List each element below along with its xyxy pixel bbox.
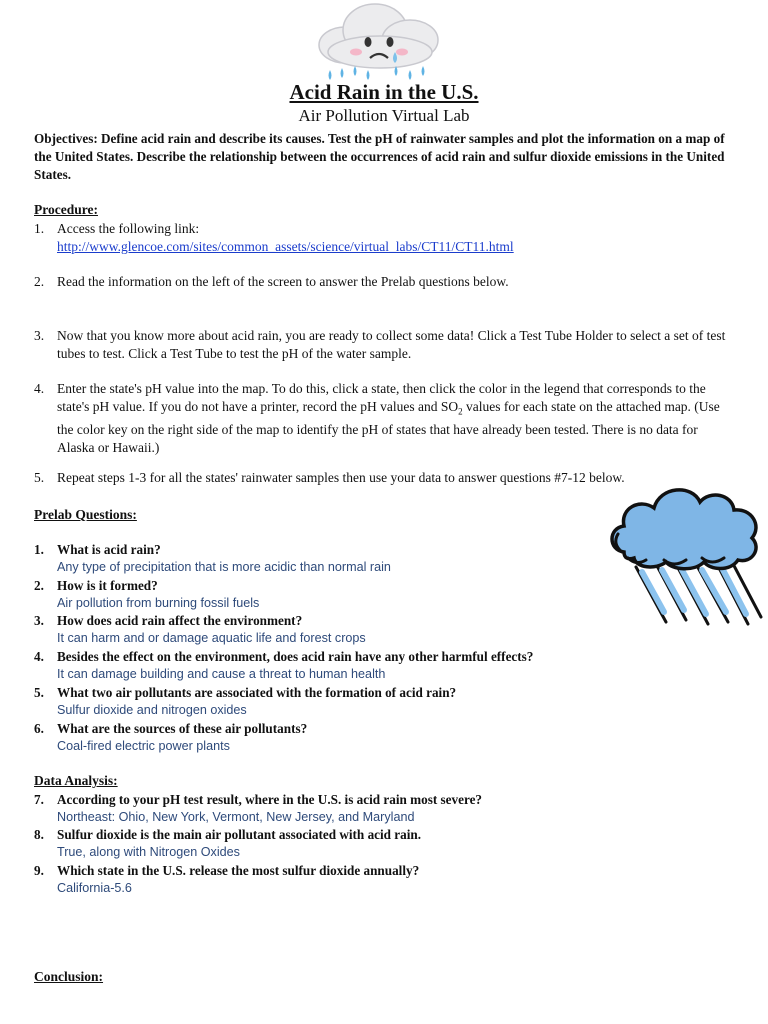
question-text: Which state in the U.S. release the most sulfur dioxide annually?: [57, 863, 420, 878]
question-text: Besides the effect on the environment, does acid rain have any other harmful effects?: [57, 649, 534, 664]
procedure-step-4: [34, 380, 734, 457]
step-text: Read the information on the left of the screen to answer the Prelab questions below.: [57, 274, 509, 289]
answer-text: Coal-fired electric power plants: [57, 738, 230, 753]
step-number: 2.: [34, 274, 45, 289]
prelab-question-4: 4. Besides the effect on the environment, does acid rain have any other harmful effects? It can damage building and cause a threat to human health: [34, 648, 654, 684]
step-number: 5.: [34, 470, 45, 485]
answer-text: It can damage building and cause a threat to human health: [57, 666, 386, 681]
step-text: Repeat steps 1-3 for all the states' rainwater samples then use your data to answer questions #7-12 below.: [57, 470, 625, 485]
conclusion-heading: Conclusion:: [34, 969, 104, 984]
procedure-step-2: [34, 273, 734, 291]
answer-text: California-5.6: [57, 880, 132, 895]
step-number: 4.: [34, 381, 45, 396]
analysis-question-7: 7. According to your pH test result, where in the U.S. is acid rain most severe? Northeast: Ohio, New York, Vermont, New Jersey, and Maryland: [34, 791, 654, 827]
question-text: What two air pollutants are associated with the formation of acid rain?: [57, 685, 457, 700]
step-number: 1.: [34, 221, 45, 236]
prelab-question-1: 1. What is acid rain? Any type of precipitation that is more acidic than normal rain: [34, 541, 654, 577]
objectives-paragraph: Objectives: Define acid rain and describe its causes. Test the pH of rainwater samples and plot the information on a map of the United States. Describe the relationship between the occurrences of acid rain and sulfur dioxide emissions in the United States.: [34, 131, 725, 182]
procedure-step-3: [34, 327, 734, 363]
data-analysis-heading: Data Analysis:: [34, 773, 118, 788]
prelab-question-5: 5. What two air pollutants are associated with the formation of acid rain? Sulfur dioxide and nitrogen oxides: [34, 684, 654, 720]
step-number: 3.: [34, 328, 45, 343]
prelab-question-6: 6. What are the sources of these air pollutants? Coal-fired electric power plants: [34, 720, 654, 756]
answer-text: Air pollution from burning fossil fuels: [57, 595, 260, 610]
step-text: Now that you know more about acid rain, you are ready to collect some data! Click a Test Tube Holder to select a set of test tubes to test. Click a Test Tube to test the pH of the water sample.: [57, 328, 726, 361]
answer-text: It can harm and or damage aquatic life and forest crops: [57, 630, 366, 645]
answer-text: Sulfur dioxide and nitrogen oxides: [57, 702, 247, 717]
question-text: Sulfur dioxide is the main air pollutant associated with acid rain.: [57, 827, 422, 842]
question-text: According to your pH test result, where in the U.S. is acid rain most severe?: [57, 792, 483, 807]
question-text: What are the sources of these air pollutants?: [57, 721, 308, 736]
prelab-question-3: 3. How does acid rain affect the environment? It can harm and or damage aquatic life and forest crops: [34, 612, 654, 648]
question-text: What is acid rain?: [57, 542, 161, 557]
step-text: Access the following link:: [57, 221, 200, 236]
page-subtitle: Air Pollution Virtual Lab: [298, 106, 470, 125]
answer-text: True, along with Nitrogen Oxides: [57, 844, 240, 859]
answer-text: Northeast: Ohio, New York, Vermont, New Jersey, and Maryland: [57, 809, 415, 824]
prelab-question-2: 2. How is it formed? Air pollution from burning fossil fuels: [34, 577, 654, 613]
analysis-question-9: 9. Which state in the U.S. release the most sulfur dioxide annually? California-5.6: [34, 862, 654, 898]
procedure-step-1: [34, 220, 734, 256]
analysis-question-8: 8. Sulfur dioxide is the main air pollutant associated with acid rain. True, along with Nitrogen Oxides: [34, 826, 654, 862]
sad-cloud-icon: [310, 0, 450, 82]
question-text: How does acid rain affect the environment?: [57, 613, 303, 628]
question-text: How is it formed?: [57, 578, 158, 593]
step-text: Enter the state's pH value into the map. To do this, click a state, then click the color in the legend that corresponds to the state's pH value. If you do not have a printer, record the pH values and $SO_2$ values for each state on the attached map. (Use the color key on the right side of the map to identify the pH of states that have already been tested. There is no data for Alaska or Hawaii.): [57, 381, 720, 455]
answer-text: Any type of precipitation that is more acidic than normal rain: [57, 559, 391, 574]
virtual-lab-link[interactable]: http://www.glencoe.com/sites/common_assets/science/virtual_labs/CT11/CT11.html: [57, 239, 514, 254]
prelab-heading: Prelab Questions:: [34, 507, 137, 522]
procedure-heading: Procedure:: [34, 202, 98, 217]
page-title: Acid Rain in the U.S.: [289, 80, 479, 104]
